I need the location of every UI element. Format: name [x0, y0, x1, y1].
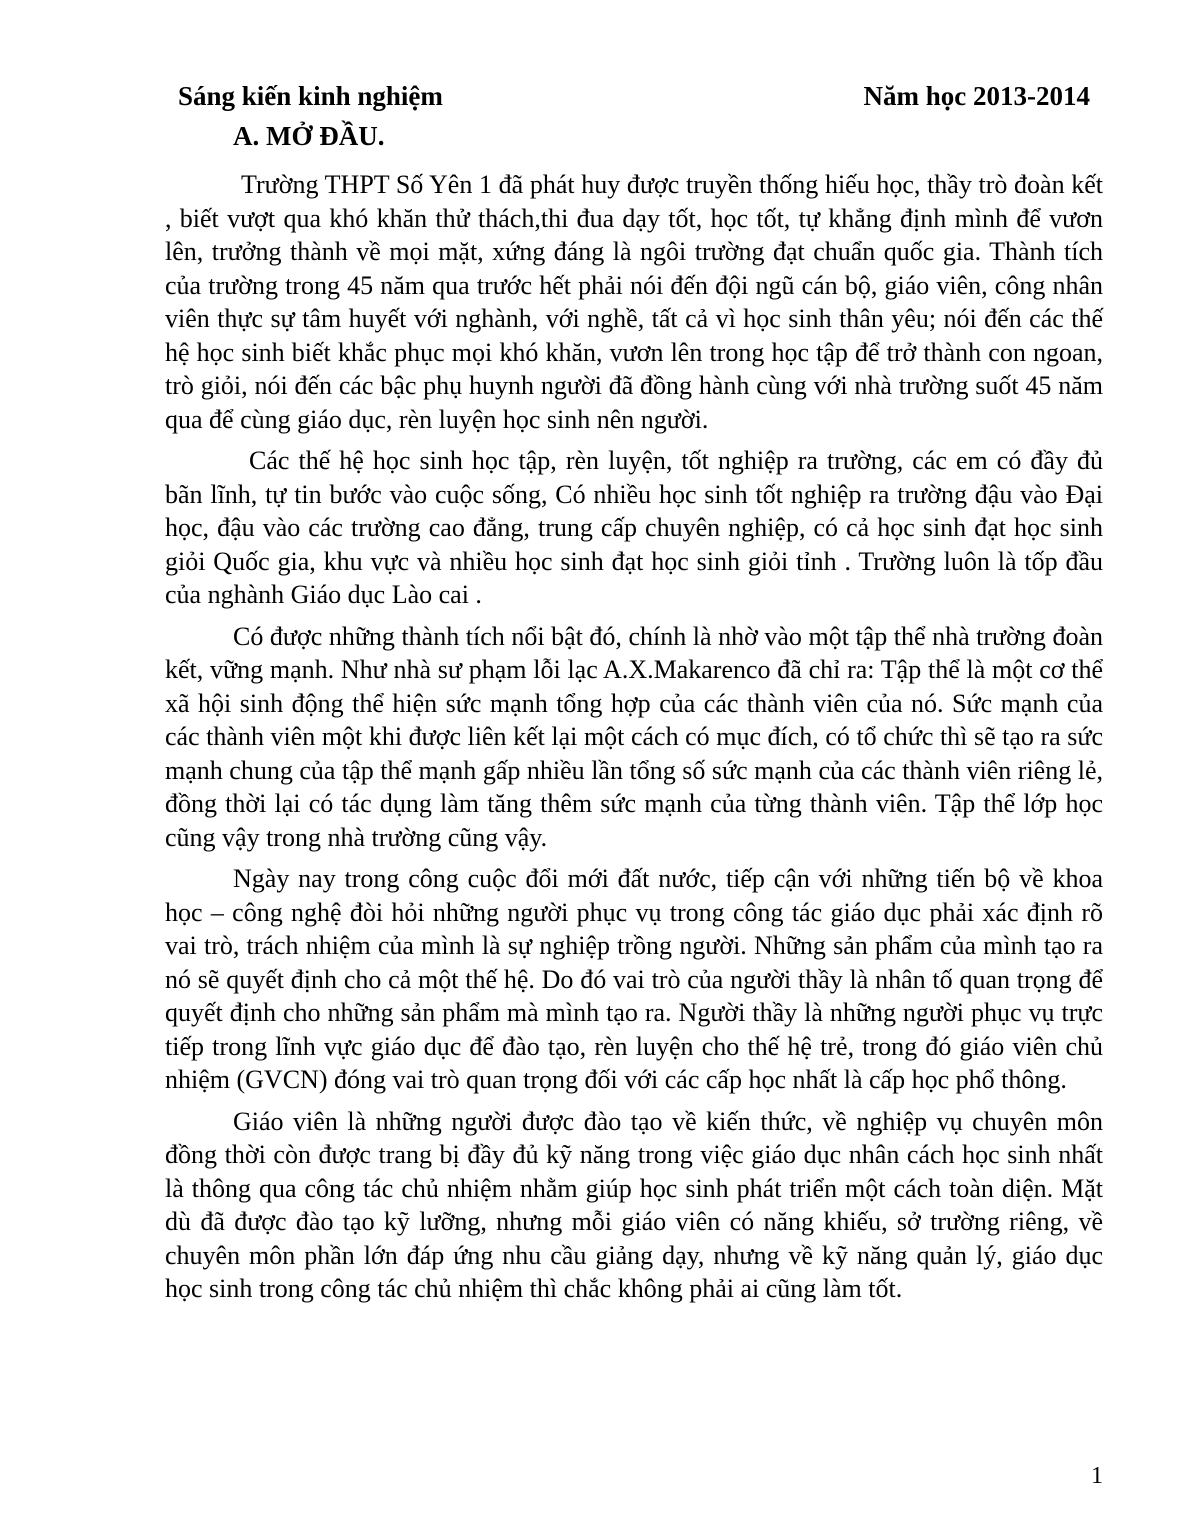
- paragraph-2: Các thế hệ học sinh học tập, rèn luyện, tốt nghiệp ra trường, các em có đầy đủ bãn lĩnh, tự tin bước vào cuộc sống, Có nhiều học sinh tốt nghiệp ra trường đậu vào Đại học, đậu vào các trường cao đẳng, trung cấp chuyên nghiệp, có cả học sinh đạt học sinh giỏi Quốc gia, khu vực và nhiều học sinh đạt học sinh giỏi tỉnh . Trường luôn là tốp đầu của nghành Giáo dục Lào cai .: [165, 446, 1103, 609]
- paragraph-1: Trường THPT Số Yên 1 đã phát huy được truyền thống hiếu học, thầy trò đoàn kết , biết vượt qua khó khăn thử thách,thi đua dạy tốt, học tốt, tự khẳng định mình để vươn lên, trưởng thành về mọi mặt, xứng đáng là ngôi trường đạt chuẩn quốc gia. Thành tích của trường trong 45 năm qua trước hết phải nói đến đội ngũ cán bộ, giáo viên, công nhân viên thực sự tâm huyết với nghành, với nghề, tất cả vì học sinh thân yêu; nói đến các thế hệ học sinh biết khắc phục mọi khó khăn, vươn lên trong học tập để trở thành con ngoan, trò giỏi, nói đến các bậc phụ huynh người đã đồng hành cùng với nhà trường suốt 45 năm qua để cùng giáo dục, rèn luyện học sinh nên người.: [165, 170, 1103, 434]
- header-document-type: Sáng kiến kinh nghiệm: [178, 81, 443, 111]
- paragraph-3: Có được những thành tích nổi bật đó, chính là nhờ vào một tập thể nhà trường đoàn kết, vững mạnh. Như nhà sư phạm lỗi lạc A.X.Makarenco đã chỉ ra: Tập thể là một cơ thể xã hội sinh động thể hiện sức mạnh tổng hợp của các thành viên của nó. Sức mạnh của các thành viên một khi được liên kết lại một cách có mục đích, có tổ chức thì sẽ tạo ra sức mạnh chung của tập thể mạnh gấp nhiều lần tổng số sức mạnh của các thành viên riêng lẻ, đồng thời lại có tác dụng làm tăng thêm sức mạnh của từng thành viên. Tập thể lớp học cũng vậy trong nhà trường cũng vậy.: [165, 621, 1103, 852]
- paragraph-4: Ngày nay trong công cuộc đổi mới đất nước, tiếp cận với những tiến bộ về khoa học – công nghệ đòi hỏi những người phục vụ trong công tác giáo dục phải xác định rõ vai trò, trách nhiệm của mình là sự nghiệp trồng người. Những sản phẩm của mình tạo ra nó sẽ quyết định cho cả một thế hệ. Do đó vai trò của người thầy là nhân tố quan trọng để quyết định cho những sản phẩm mà mình tạo ra. Người thầy là những người phục vụ trực tiếp trong lĩnh vực giáo dục để đào tạo, rèn luyện cho thế hệ trẻ, trong đó giáo viên chủ nhiệm (GVCN) đóng vai trò quan trọng đối với các cấp học nhất là cấp học phổ thông.: [165, 864, 1103, 1094]
- header-school-year: Năm học 2013-2014: [863, 81, 1090, 111]
- page-number: 1: [1091, 1463, 1103, 1489]
- paragraph-5: Giáo viên là những người được đào tạo về kiến thức, về nghiệp vụ chuyên môn đồng thời còn được trang bị đầy đủ kỹ năng trong việc giáo dục nhân cách học sinh nhất là thông qua công tác chủ nhiệm nhằm giúp học sinh phát triển một cách toàn diện. Mặt dù đã được đào tạo kỹ lưỡng, nhưng mỗi giáo viên có năng khiếu, sở trường riêng, về chuyên môn phần lớn đáp ứng nhu cầu giảng dạy, nhưng về kỹ năng quản lý, giáo dục học sinh trong công tác chủ nhiệm thì chắc không phải ai cũng làm tốt.: [165, 1106, 1103, 1303]
- section-title: A. MỞ ĐẦU.: [233, 121, 385, 151]
- document-body: [165, 168, 1103, 1314]
